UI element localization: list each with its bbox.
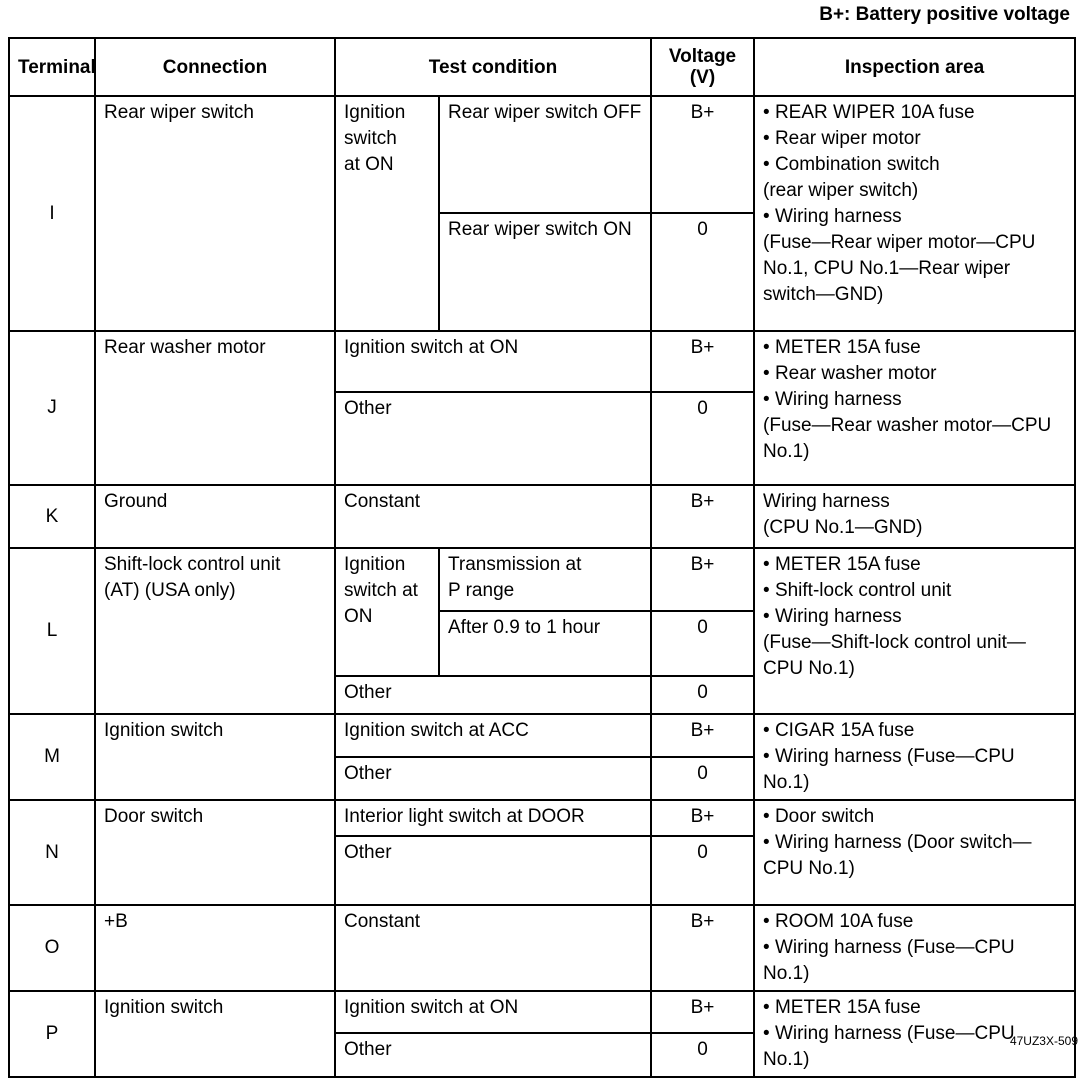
condition-cell: Transmission at P range (439, 548, 651, 611)
voltage-cell: B+ (651, 331, 754, 392)
voltage-cell: 0 (651, 676, 754, 714)
condition-cell: Ignition switch at ON (335, 331, 651, 392)
condition-cell: Rear wiper switch ON (439, 213, 651, 331)
header-voltage: Voltage (V) (651, 38, 754, 96)
header-terminal: Terminal (9, 38, 95, 96)
inspection-item: • Wiring harness (Fuse—Shift-lock control unit— CPU No.1) (763, 606, 1026, 679)
header-inspection-area: Inspection area (754, 38, 1075, 96)
inspection-cell (754, 331, 1075, 485)
inspection-item: • Wiring harness (Fuse—CPU No.1) (763, 746, 1015, 793)
voltage-note: B+: Battery positive voltage (819, 4, 1070, 25)
condition-cell: Other (335, 836, 651, 905)
connection-cell: Ground (95, 485, 335, 548)
inspection-item: • Shift-lock control unit (763, 580, 952, 601)
inspection-item: • Rear wiper motor (763, 128, 921, 149)
voltage-cell: 0 (651, 1033, 754, 1077)
voltage-cell: B+ (651, 548, 754, 611)
terminal-cell: M (9, 714, 95, 800)
connection-cell: Ignition switch (95, 714, 335, 800)
voltage-cell: B+ (651, 905, 754, 991)
voltage-cell: B+ (651, 96, 754, 213)
table-row (9, 331, 1075, 392)
inspection-item: • Combination switch (rear wiper switch) (763, 154, 940, 201)
table-row (9, 714, 1075, 757)
table-row (9, 905, 1075, 991)
inspection-item: • Wiring harness (Fuse—Rear washer motor—CPU No.1) (763, 389, 1052, 462)
condition-cell: Interior light switch at DOOR (335, 800, 651, 836)
inspection-item: • METER 15A fuse (763, 554, 921, 575)
header-test-condition: Test condition (335, 38, 651, 96)
connection-cell: Door switch (95, 800, 335, 905)
voltage-cell: 0 (651, 836, 754, 905)
condition-cell: Other (335, 392, 651, 485)
table-row (9, 548, 1075, 611)
inspection-item: • Wiring harness (Door switch— CPU No.1) (763, 832, 1032, 879)
inspection-cell (754, 714, 1075, 800)
table-row (9, 991, 1075, 1033)
terminal-cell: N (9, 800, 95, 905)
voltage-cell: 0 (651, 392, 754, 485)
inspection-item: • REAR WIPER 10A fuse (763, 102, 975, 123)
inspection-cell (754, 905, 1075, 991)
inspection-item: • CIGAR 15A fuse (763, 720, 915, 741)
voltage-cell: B+ (651, 714, 754, 757)
figure-code: 47UZ3X-509 (1009, 1034, 1078, 1048)
inspection-item: • Wiring harness (Fuse—Rear wiper motor—CPU No.1, CPU No.1—Rear wiper switch—GND) (763, 206, 1036, 305)
terminal-cell: P (9, 991, 95, 1077)
voltage-cell: B+ (651, 800, 754, 836)
condition-cell: Constant (335, 485, 651, 548)
voltage-cell: 0 (651, 757, 754, 800)
inspection-item: • ROOM 10A fuse (763, 911, 914, 932)
connection-cell: Rear washer motor (95, 331, 335, 485)
connection-cell: Ignition switch (95, 991, 335, 1077)
table-row (9, 800, 1075, 836)
connection-cell: +B (95, 905, 335, 991)
condition-cell: Rear wiper switch OFF (439, 96, 651, 213)
inspection-cell (754, 800, 1075, 905)
condition-cell: Constant (335, 905, 651, 991)
inspection-item: • METER 15A fuse (763, 997, 921, 1018)
table-row (9, 485, 1075, 548)
voltage-cell: B+ (651, 485, 754, 548)
condition-cell: Ignition switch at ON (335, 991, 651, 1033)
table-row (9, 96, 1075, 213)
condition-group-cell: Ignition switch at ON (335, 96, 439, 331)
inspection-item: • Rear washer motor (763, 363, 937, 384)
terminal-cell: I (9, 96, 95, 331)
inspection-item: • METER 15A fuse (763, 337, 921, 358)
condition-cell: Other (335, 676, 651, 714)
inspection-cell (754, 485, 1075, 548)
voltage-cell: B+ (651, 991, 754, 1033)
connection-cell: Rear wiper switch (95, 96, 335, 331)
inspection-cell (754, 96, 1075, 331)
condition-cell: Other (335, 1033, 651, 1077)
voltage-cell: 0 (651, 611, 754, 676)
terminal-cell: O (9, 905, 95, 991)
inspection-cell (754, 548, 1075, 714)
inspection-item: • Wiring harness (Fuse—CPU No.1) (763, 1023, 1015, 1070)
terminal-inspection-table (8, 37, 1076, 1078)
terminal-cell: K (9, 485, 95, 548)
header-row (9, 38, 1075, 96)
connection-cell: Shift-lock control unit (AT) (USA only) (95, 548, 335, 714)
condition-cell: Other (335, 757, 651, 800)
condition-cell: Ignition switch at ACC (335, 714, 651, 757)
inspection-item: Wiring harness (CPU No.1—GND) (763, 491, 923, 538)
condition-group-cell: Ignition switch at ON (335, 548, 439, 676)
inspection-item: • Door switch (763, 806, 875, 827)
header-connection: Connection (95, 38, 335, 96)
terminal-cell: J (9, 331, 95, 485)
terminal-cell: L (9, 548, 95, 714)
voltage-cell: 0 (651, 213, 754, 331)
inspection-item: • Wiring harness (Fuse—CPU No.1) (763, 937, 1015, 984)
condition-cell: After 0.9 to 1 hour (439, 611, 651, 676)
